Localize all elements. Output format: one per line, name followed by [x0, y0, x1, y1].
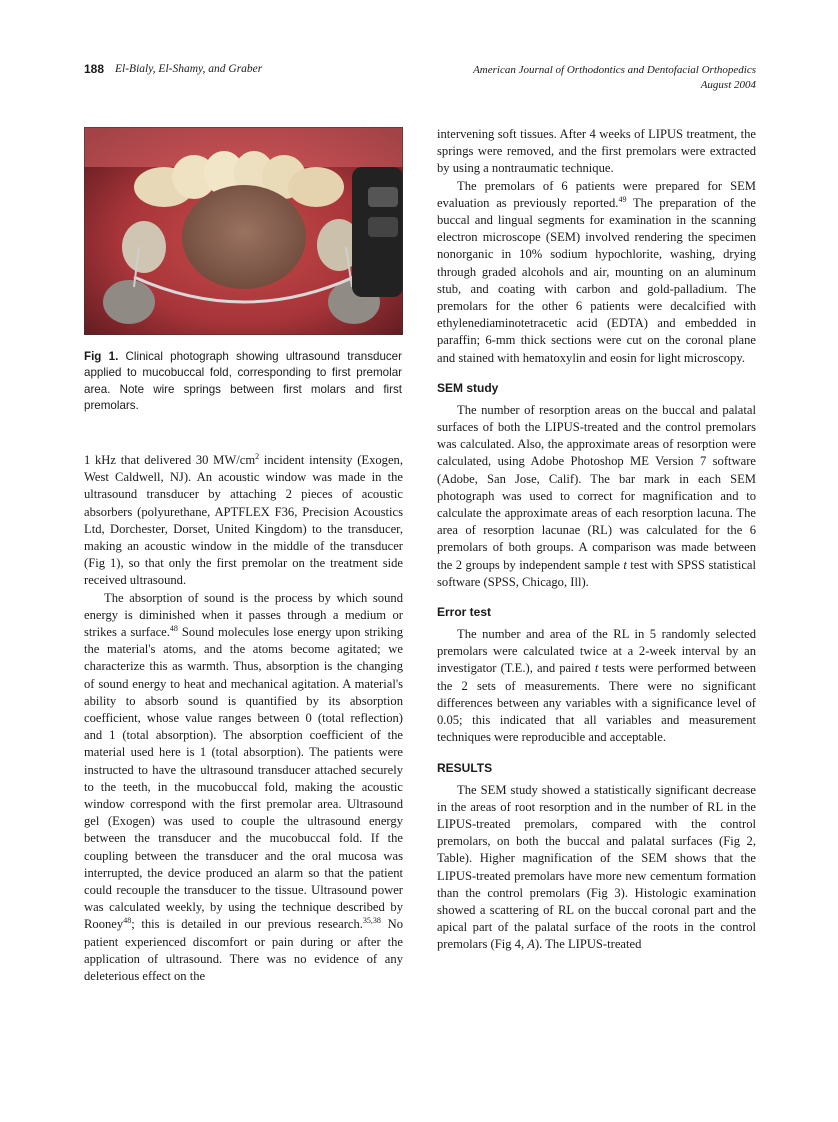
- left-column: [84, 452, 403, 985]
- figure-caption: [84, 349, 402, 415]
- text-run: The number and area of the RL in 5 randomly selected premolars were calculated twice at a 2-week interval by an investigator (T.E.), and paired: [437, 627, 756, 676]
- section-heading-sem: SEM study: [437, 380, 499, 395]
- citation: 49: [618, 194, 627, 204]
- section-heading-results: RESULTS: [437, 760, 493, 775]
- page-number: 188: [84, 62, 105, 76]
- citation: 35,38: [362, 916, 381, 926]
- text-run: ). The LIPUS-treated: [534, 937, 642, 952]
- text-run: The absorption of sound is the process by which sound energy is diminished when it passes through a medium or strikes a surface.: [84, 590, 403, 640]
- section-heading-error-test: Error test: [437, 605, 492, 620]
- italic-text: A: [527, 937, 535, 952]
- paragraph: [84, 590, 403, 986]
- text-run: The number of resorption areas on the buccal and palatal surfaces of both the LIPUS-treated and the control premolars was calculated. Also, the approximate areas of resorption were calculated, using Adobe Photoshop ME Version 7 software (Adobe, San Jose, Calif). The bar mark in each SEM photograph was used to correct for magnification and to calculate the approximate areas of each resorption lacuna. The area of resorption lacunae (RL) was calculated for the 6 premolars of both groups. A comparison was made between the 2 groups by independent sample: [437, 402, 756, 572]
- text-run: The SEM study showed a statistically significant decrease in the areas of root resorption and in the number of RL in the LIPUS-treated premolars, compared with the control premolars, on both the buccal and palatal surfaces (Fig 2, Table). Higher magnification of the SEM shows that the LIPUS-treated premolars have more new cementum formation than the control premolars (Fig 3). Histologic examination showed a scattering of RL on the buccal coronal part and the apical part of the palatal surface of the roots in the control premolars (Fig 4,: [437, 782, 756, 952]
- figure-label: Fig 1.: [84, 350, 119, 363]
- right-column: [437, 126, 756, 954]
- text-run: 1 kHz that delivered 30 MW/cm: [84, 453, 256, 467]
- paragraph: [437, 782, 756, 954]
- italic-text: t: [623, 557, 627, 572]
- figure-caption-text: Clinical photograph showing ultrasound transducer applied to mucobuccal fold, corresponding to first premolar area. Note wire springs between first molars and first premolars.: [84, 350, 402, 413]
- superscript: 2: [255, 452, 260, 461]
- running-authors: El-Bialy, El-Shamy, and Graber: [115, 63, 263, 75]
- paragraph: [84, 452, 403, 590]
- paragraph: [437, 402, 756, 591]
- journal-name: American Journal of Orthodontics and Dentofacial Orthopedics: [473, 64, 756, 76]
- paragraph: [437, 626, 756, 746]
- text-run: No patient experienced discomfort or pain during or after the application of ultrasound. There was no evidence of any deleterious effect on the: [84, 917, 403, 984]
- paragraph: intervening soft tissues. After 4 weeks of LIPUS treatment, the springs were removed, and the first premolars were extracted by using a nontraumatic technique.: [437, 127, 756, 176]
- text-run: test with SPSS statistical software (SPSS, Chicago, Ill).: [437, 557, 757, 589]
- journal-issue: August 2004: [700, 79, 756, 91]
- citation: 48: [169, 624, 178, 634]
- running-header: [84, 62, 756, 94]
- text-run: tests were performed between the 2 sets of measurements. There were no significant differences between any variables with a significance level of 0.05; this indicated that all variables and measurement techniques were reproducible and acceptable.: [437, 661, 756, 745]
- text-run: ; this is detailed in our previous research.: [131, 917, 363, 932]
- paragraph: [437, 178, 756, 367]
- italic-text: t: [594, 661, 599, 676]
- text-run: Sound molecules lose energy upon striking the material's atoms, and the atoms become agitated; we characterize this as warmth. Thus, absorption is the changing of sound energy to heat and mechanical agitation. A material's ability to absorb sound is quantified by its absorption coefficient, whose value ranges between 0 (total reflection) and 1 (total absorption). The absorption coefficient of the material used here is 1 (total absorption). The patients were instructed to have the ultrasound transducer attached securely to the teeth, in the mucobuccal fold, making the acoustic window correspond with the first premolar area. Ultrasound gel (Exogen) was used to couple the ultrasound energy between the transducer and the mucobuccal fold. If the coupling between the transducer and the oral mucosa was interrupted, the device produced an alarm so that the patient could recouple the transducer to the tissue. Ultrasound power was calculated weekly, by using the technique described by Rooney: [84, 625, 403, 932]
- text-run: The premolars of 6 patients were prepared for SEM evaluation as previously reported.: [437, 178, 756, 210]
- journal-info: [473, 63, 756, 93]
- text-run: The preparation of the buccal and lingual segments for examination in the scanning electron microscope (SEM) involved rendering the specimen nonorganic in 10% sodium hypochlorite, washing, drying through graded alcohols and air, mounting on an aluminum stub, and coating with carbon and gold-palladium. The premolars for the other 6 patients were decalcified with ethylenediaminotetracetic acid (EDTA) and embedded in paraffin; 6-mm thick sections were cut on the coronal plane and stained with hematoxylin and eosin for light microscopy.: [437, 195, 756, 365]
- text-run: incident intensity (Exogen, West Caldwell, NJ). An acoustic window was made in the ultrasound transducer by attaching 2 pieces of acoustic absorbers (polyurethane, APTFLEX F36, Precision Acoustics Ltd, Dorchester, Dorset, United Kingdom) to the transducer, making an acoustic window in the middle of the transducer (Fig 1), so that only the first premolar on the treatment side received ultrasound.: [84, 453, 404, 588]
- figure-1-photo: [84, 127, 403, 335]
- citation: 48: [123, 916, 132, 926]
